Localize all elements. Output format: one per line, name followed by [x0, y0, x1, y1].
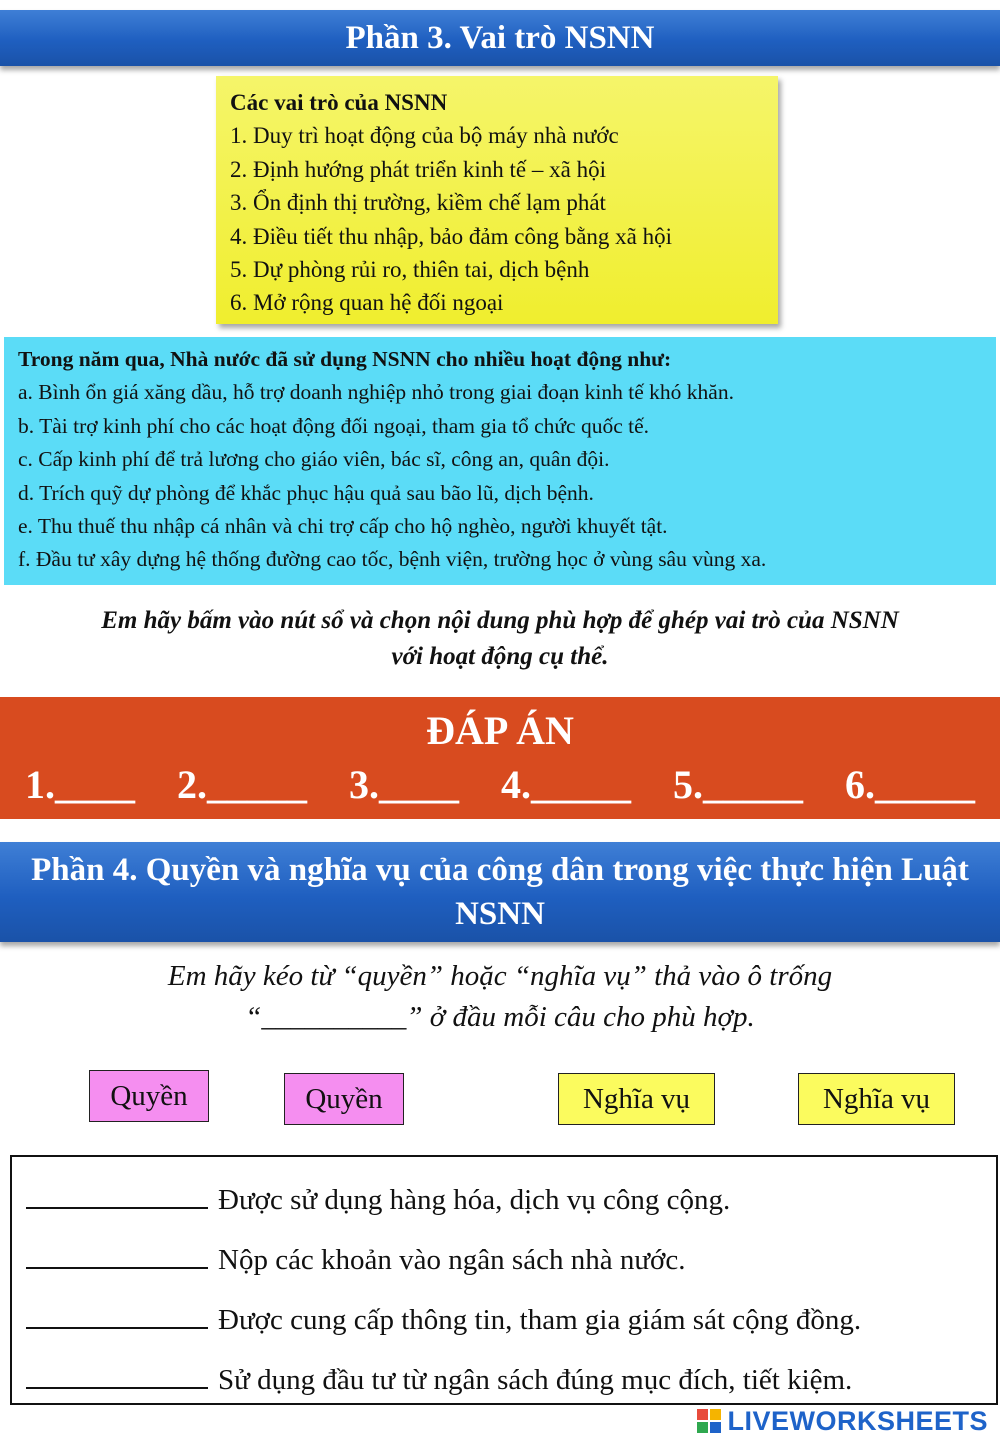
drag-chip-nghia-vu-1[interactable]: Nghĩa vụ	[558, 1073, 715, 1125]
liveworksheets-logo-icon	[697, 1409, 721, 1433]
answer-title: ĐÁP ÁN	[426, 708, 574, 753]
role-item: 5. Dự phòng rủi ro, thiên tai, dịch bệnh	[230, 257, 590, 283]
answer-band	[0, 697, 1000, 819]
activity-item: f. Đầu tư xây dựng hệ thống đường cao tốc, bệnh viện, trường học ở vùng sâu vùng xa.	[18, 547, 767, 572]
statement-text: Được sử dụng hàng hóa, dịch vụ công cộng.	[218, 1184, 731, 1216]
activity-item: d. Trích quỹ dự phòng để khắc phục hậu quả sau bão lũ, dịch bệnh.	[18, 480, 594, 505]
role-item: 1. Duy trì hoạt động của bộ máy nhà nước	[230, 123, 619, 149]
activity-item: e. Thu thuế thu nhập cá nhân và chi trợ cấp cho hộ nghèo, người khuyết tật.	[18, 514, 668, 539]
statement-row	[26, 1241, 686, 1277]
section4-title-text: Phần 4. Quyền và nghĩa vụ của công dân trong việc thực hiện Luật NSNN	[31, 852, 969, 932]
statement-row	[26, 1181, 730, 1217]
brand-text: LIVEWORKSHEETS	[727, 1405, 988, 1436]
statements-box	[10, 1155, 998, 1405]
drop-target[interactable]	[26, 1241, 208, 1269]
role-item: 3. Ổn định thị trường, kiềm chế lạm phát	[230, 190, 606, 216]
answer-dropdown-6[interactable]: 6._____	[845, 762, 975, 807]
drag-chip-quyen-2[interactable]: Quyền	[284, 1073, 404, 1125]
section3-instruction	[0, 603, 1000, 675]
section4-instruction	[0, 956, 1000, 1038]
drag-chip-nghia-vu-2[interactable]: Nghĩa vụ	[798, 1073, 955, 1125]
role-item: 2. Định hướng phát triển kinh tế – xã hội	[230, 156, 606, 182]
instruction-line: Em hãy bấm vào nút sổ và chọn nội dung phù hợp để ghép vai trò của NSNN	[101, 607, 899, 634]
statement-text: Sử dụng đầu tư từ ngân sách đúng mục đích, tiết kiệm.	[218, 1364, 853, 1396]
activity-item: b. Tài trợ kinh phí cho các hoạt động đối ngoại, tham gia tổ chức quốc tế.	[18, 413, 650, 438]
drop-target[interactable]	[26, 1301, 208, 1329]
activities-box	[4, 337, 996, 585]
instruction-line: Em hãy kéo từ “quyền” hoặc “nghĩa vụ” thả vào ô trống	[167, 960, 833, 992]
answer-blanks	[0, 761, 1000, 808]
activity-item: c. Cấp kinh phí để trả lương cho giáo viên, bác sĩ, công an, quân đội.	[18, 447, 610, 472]
instruction-line: với hoạt động cụ thể.	[391, 643, 609, 670]
section4-title	[0, 842, 1000, 942]
answer-dropdown-5[interactable]: 5._____	[673, 762, 803, 807]
drop-target[interactable]	[26, 1361, 208, 1389]
roles-heading: Các vai trò của NSNN	[230, 90, 448, 115]
statement-text: Được cung cấp thông tin, tham gia giám sát cộng đồng.	[218, 1304, 862, 1336]
answer-dropdown-2[interactable]: 2._____	[177, 762, 307, 807]
statement-row	[26, 1301, 861, 1337]
role-item: 6. Mở rộng quan hệ đối ngoại	[230, 290, 504, 316]
roles-box	[216, 76, 778, 324]
answer-dropdown-1[interactable]: 1.____	[25, 762, 135, 807]
drag-chip-quyen-1[interactable]: Quyền	[89, 1070, 209, 1122]
drop-target[interactable]	[26, 1181, 208, 1209]
statement-row	[26, 1361, 852, 1397]
activity-item: a. Bình ổn giá xăng dầu, hỗ trợ doanh nghiệp nhỏ trong giai đoạn kinh tế khó khăn.	[18, 380, 734, 405]
role-item: 4. Điều tiết thu nhập, bảo đảm công bằng xã hội	[230, 223, 673, 249]
liveworksheets-brand	[697, 1404, 988, 1438]
answer-dropdown-3[interactable]: 3.____	[349, 762, 459, 807]
statement-text: Nộp các khoản vào ngân sách nhà nước.	[218, 1244, 686, 1276]
section3-title: Phần 3. Vai trò NSNN	[0, 10, 1000, 66]
activities-heading: Trong năm qua, Nhà nước đã sử dụng NSNN cho nhiều hoạt động như:	[18, 347, 672, 371]
answer-dropdown-4[interactable]: 4._____	[501, 762, 631, 807]
instruction-line: “__________” ở đầu mỗi câu cho phù hợp.	[245, 1001, 755, 1033]
